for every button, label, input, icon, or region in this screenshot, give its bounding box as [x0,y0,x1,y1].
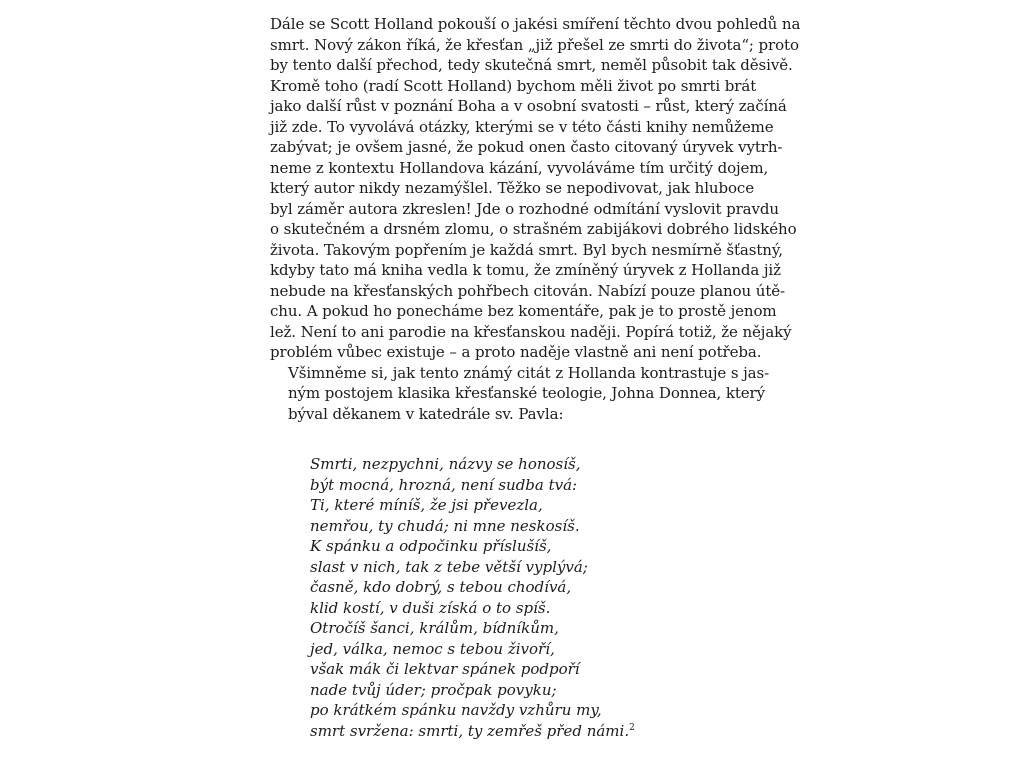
text-line: chu. A pokud ho ponecháme bez komentáře, pak je to prostě jenom [270,302,777,320]
text-line: Všimněme si, jak tento známý citát z Hollanda kontrastuje s jas- [288,363,770,382]
text-line: již zde. To vyvolává otázky, kterými se v této části knihy nemůžeme [270,117,774,136]
text-line: života. Takovým popřením je každá smrt. Byl bych nesmírně šťastný, [270,240,783,259]
poem-verse-text: smrt svržena: smrti, ty zemřeš před námi. [310,721,630,740]
poem-verse: K spánku a odpočinku příslušíš, [310,537,552,555]
text-line: nebude na křesťanských pohřbech citován. Nabízí pouze planou útě- [270,281,785,300]
text-line: lež. Není to ani parodie na křesťanskou naději. Popírá totiž, že nějaký [270,322,792,341]
text-line: Dále se Scott Holland pokouší o jakési smíření těchto dvou pohledů na [270,15,801,33]
poem-quote [270,454,754,741]
text-line: zabývat; je ovšem jasné, že pokud onen často citovaný úryvek vytrh- [270,138,783,156]
text-line: býval děkanem v katedrále sv. Pavla: [288,404,564,423]
poem-verse: nade tvůj úder; pročpak povyku; [310,680,557,699]
poem-verse: slast v nich, tak z tebe větší vyplývá; [310,557,588,576]
book-page [270,14,801,741]
text-line: neme z kontextu Hollandova kázání, vyvoláváme tím určitý dojem, [270,158,769,177]
poem-verse: Otročíš šanci, králům, bídníkům, [310,619,559,637]
text-line: kdyby tato má kniha vedla k tomu, že zmíněný úryvek z Hollanda již [270,261,781,279]
poem-verse: klid kostí, v duši získá o to spíš. [310,598,551,617]
text-line: by tento další přechod, tedy skutečná smrt, neměl působit tak děsivě. [270,56,793,74]
text-line: ným postojem klasika křesťanské teologie, Johna Donnea, který [288,384,765,402]
text-line: smrt. Nový zákon říká, že křesťan „již přešel ze smrti do života“; proto [270,35,799,54]
poem-verse: však mák či lektvar spánek podpoří [310,660,580,678]
poem-verse: časně, kdo dobrý, s tebou chodívá, [310,578,572,596]
text-line: byl záměr autora zkreslen! Jde o rozhodné odmítání vyslovit pravdu [270,199,779,218]
body-text [270,14,801,424]
text-line: problém vůbec existuje – a proto naděje vlastně ani není potřeba. [270,343,762,361]
poem-verse: být mocná, hrozná, není sudba tvá: [310,475,578,494]
poem-verse: po krátkém spánku navždy vzhůru my, [310,701,602,719]
text-line: o skutečném a drsném zlomu, o strašném zabijákovi dobrého lidského [270,220,797,238]
paragraph-2 [270,363,770,425]
footnote-marker: 2 [629,722,635,733]
poem-verse: nemřou, ty chudá; ni mne neskosíš. [310,516,580,535]
poem-verse-final [310,721,754,742]
poem-verse: Smrti, nezpychni, názvy se honosíš, [310,455,581,473]
text-line: jako další růst v poznání Boha a v osobní svatosti – růst, který začíná [270,97,787,115]
poem-verse: Ti, které míníš, že jsi převezla, [310,496,543,514]
paragraph-1 [270,14,801,363]
text-line: Kromě toho (radí Scott Holland) bychom měli život po smrti brát [270,76,757,95]
poem-verse: jed, válka, nemoc s tebou živoří, [310,639,555,658]
text-line: který autor nikdy nezamýšlel. Těžko se nepodivovat, jak hluboce [270,179,754,197]
